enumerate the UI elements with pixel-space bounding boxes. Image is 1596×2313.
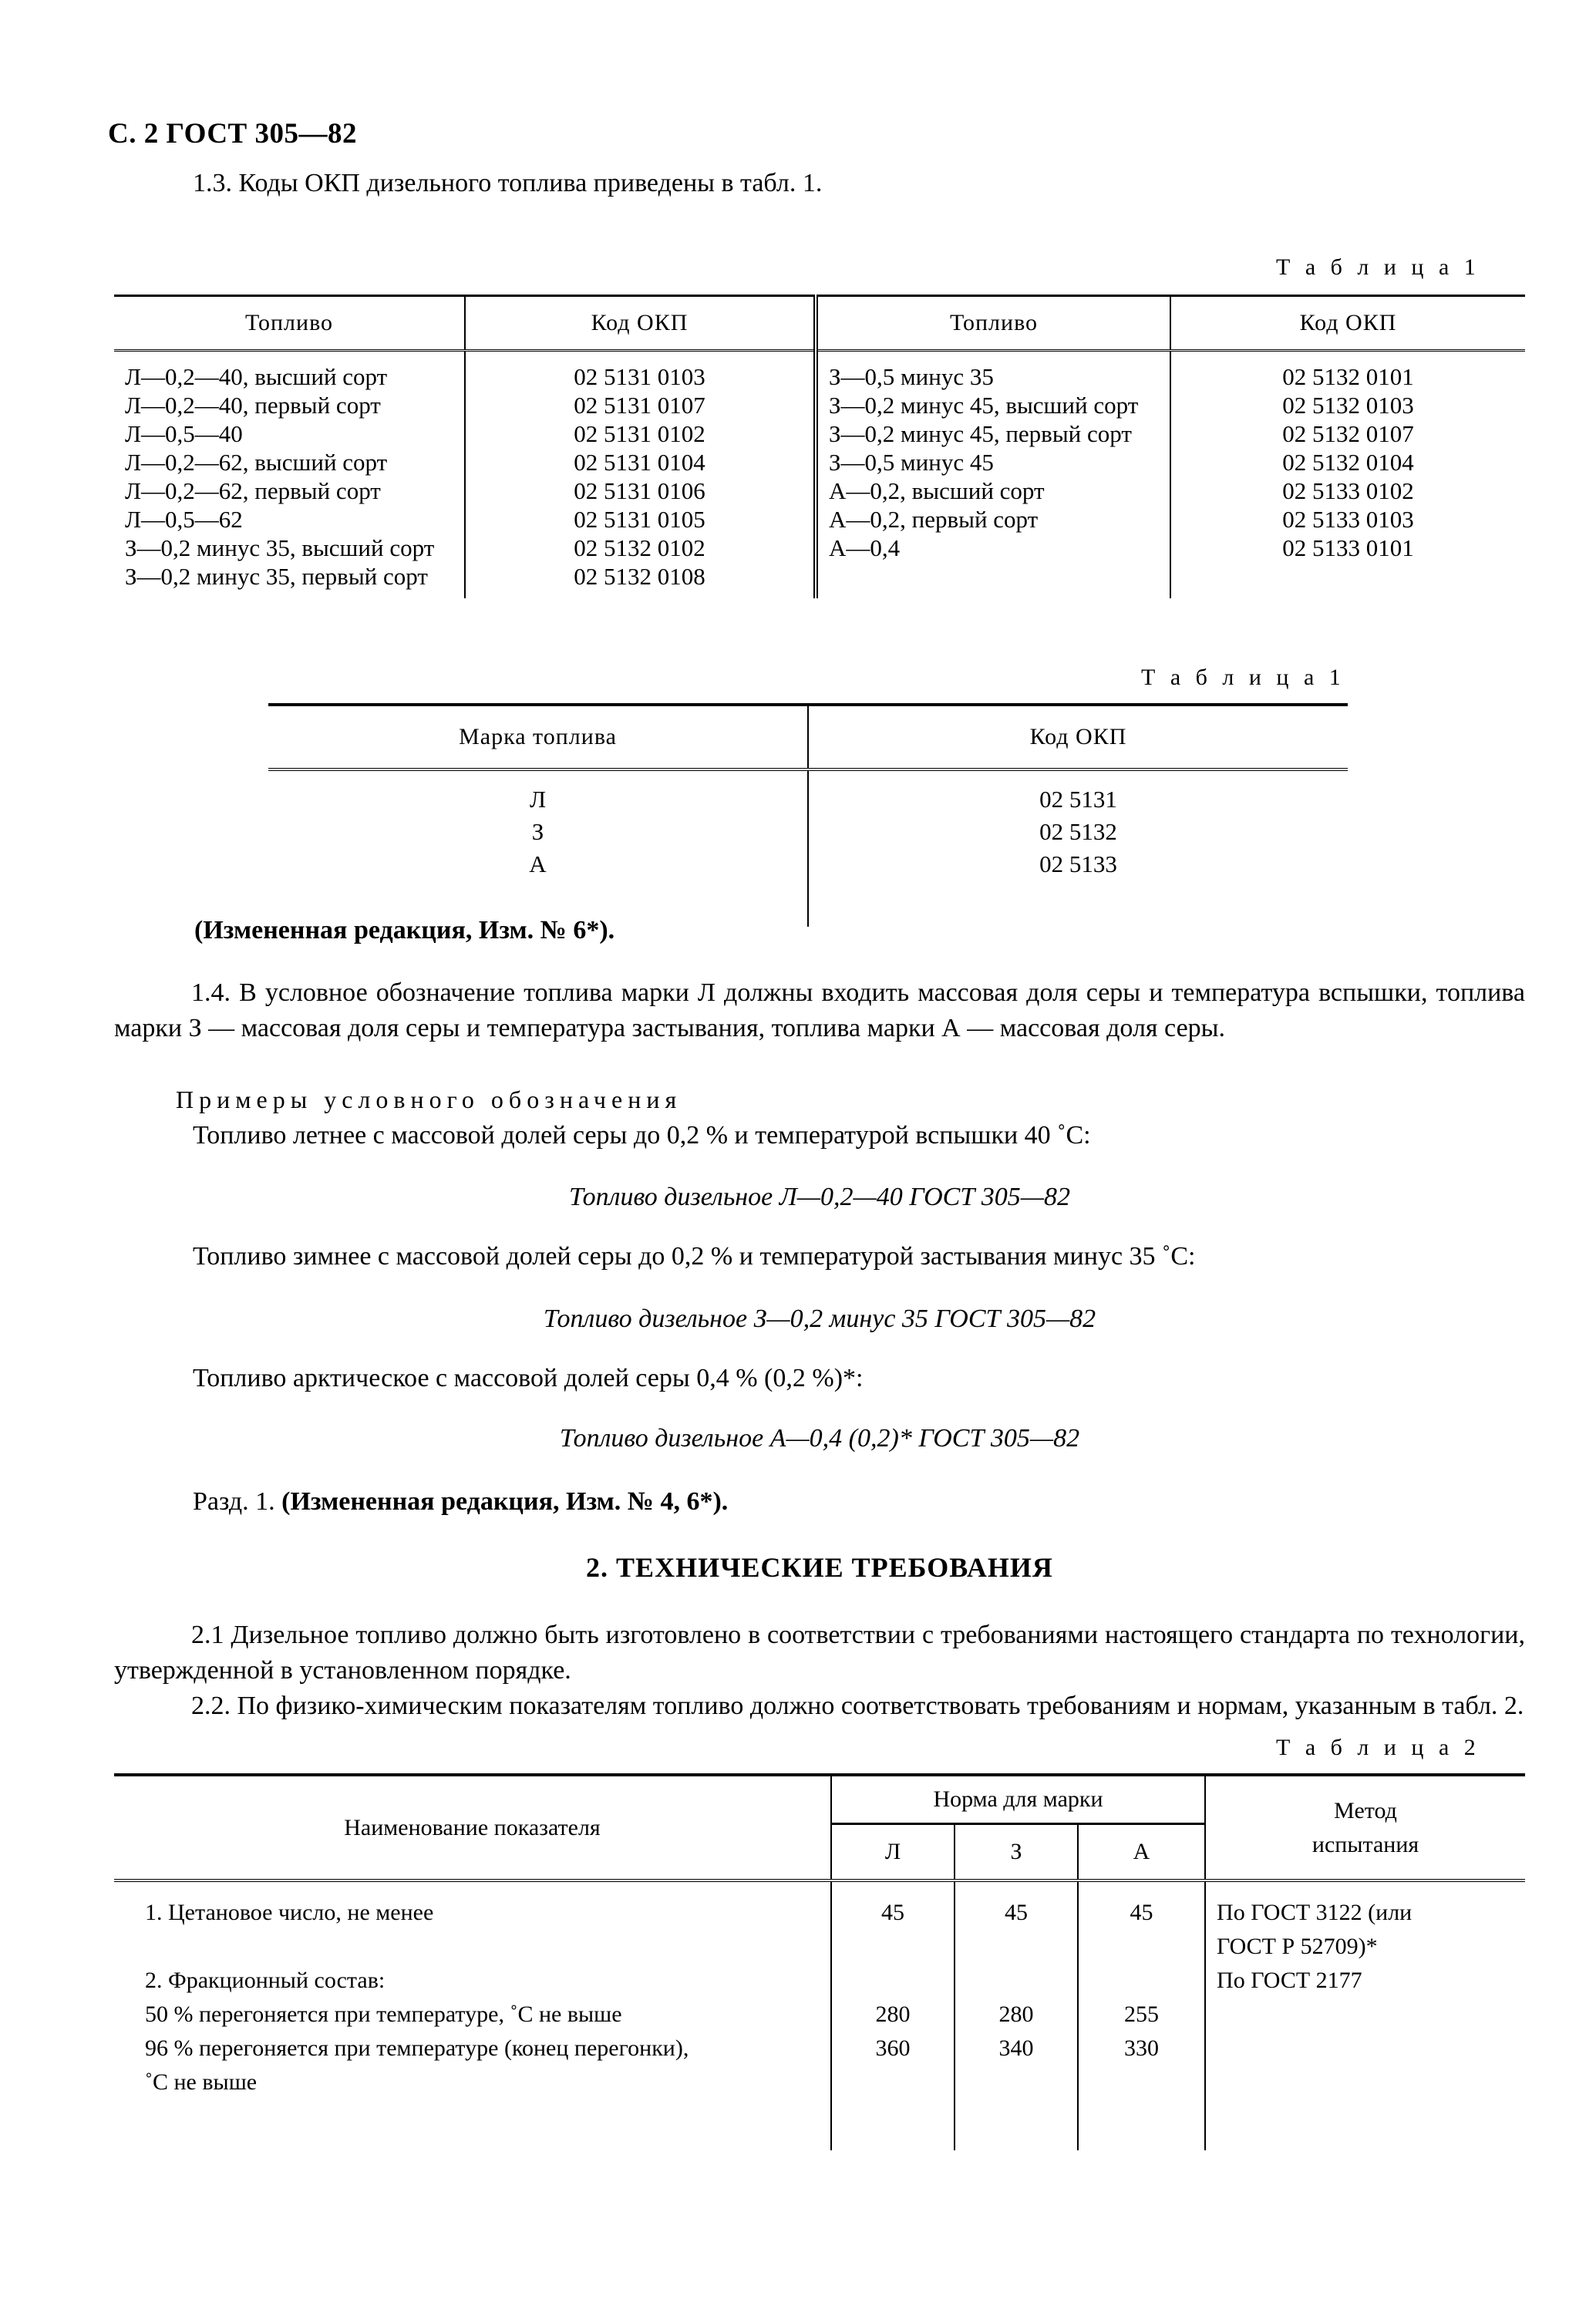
- table1-header-fuel-right: Топливо: [816, 296, 1170, 351]
- example-2-description: Топливо зимнее с массовой долей серы до 0,2 % и температурой застывания минус 35 ˚С:: [193, 1242, 1196, 1271]
- list-item: А: [529, 850, 547, 877]
- table1b-header-code: Код ОКП: [808, 705, 1348, 769]
- list-item: Л—0,5—40: [125, 420, 243, 447]
- section-2-heading: 2. ТЕХНИЧЕСКИЕ ТРЕБОВАНИЯ: [586, 1552, 1053, 1583]
- list-item: По ГОСТ 2177: [1217, 1968, 1362, 1993]
- list-item: 02 5132 0104: [1282, 449, 1414, 476]
- list-item: 02 5131 0107: [574, 392, 705, 419]
- list-item: З—0,2 минус 35, высший сорт: [125, 534, 435, 561]
- table1-fuel-left-cell: [114, 351, 465, 599]
- table2-header-norm-for-mark: Норма для марки: [831, 1775, 1205, 1824]
- list-item: ˚С не выше: [145, 2069, 258, 2095]
- table2-header-method-line1: Метод: [1334, 1797, 1397, 1823]
- list-item: 02 5132 0102: [574, 534, 705, 561]
- paragraph-1-4: 1.4. В условное обозначение топлива марки Л должны входить массовая доля серы и температура вспышки, топлива марки З — массовая доля серы и температура застывания, топлива марки А — массовая доля серы.: [114, 978, 1525, 1042]
- list-item: По ГОСТ 3122 (или: [1217, 1900, 1412, 1925]
- list-item: 96 % перегоняется при температуре (конец перегонки),: [145, 2035, 689, 2061]
- table2-value-a-cell: [1078, 1880, 1205, 2150]
- list-item: 45: [881, 1900, 904, 1925]
- list-item: Л—0,2—40, первый сорт: [125, 392, 381, 419]
- list-item: З—0,2 минус 45, высший сорт: [829, 392, 1139, 419]
- list-item: Л: [529, 786, 547, 813]
- table1-header-code-right: Код ОКП: [1170, 296, 1525, 351]
- list-item: 1. Цетановое число, не менее: [145, 1900, 434, 1925]
- example-1-designation: Топливо дизельное Л—0,2—40 ГОСТ 305—82: [568, 1183, 1071, 1211]
- list-item: 02 5132 0107: [1282, 420, 1414, 447]
- paragraph-1-3: 1.3. Коды ОКП дизельного топлива приведены в табл. 1.: [193, 169, 823, 197]
- amendment-note-1: (Измененная редакция, Изм. № 6*).: [194, 916, 615, 944]
- table2-value-l-cell: [831, 1880, 955, 2150]
- list-item: З—0,2 минус 45, первый сорт: [829, 420, 1132, 447]
- list-item: З: [531, 818, 544, 845]
- table1-header-fuel-left: Топливо: [114, 296, 465, 351]
- table2-header-mark-l: Л: [831, 1824, 955, 1881]
- table2-header-test-method: [1205, 1775, 1525, 1880]
- section-1-amendment-text: (Измененная редакция, Изм. № 4, 6*).: [281, 1487, 729, 1516]
- table-row: [114, 351, 1525, 599]
- table-okp-codes: [114, 295, 1525, 598]
- table2-caption: Т а б л и ц а 2: [1276, 1735, 1480, 1760]
- paragraph-2-2: 2.2. По физико-химическим показателям топливо должно соответствовать требованиям и нормам, указанным в табл. 2.: [191, 1692, 1524, 1720]
- list-item: З—0,5 минус 35: [829, 363, 994, 390]
- list-item: 02 5133 0102: [1282, 477, 1414, 504]
- list-item: А—0,2, первый сорт: [829, 506, 1039, 533]
- list-item: 02 5133: [1039, 850, 1117, 877]
- list-item: 340: [998, 2035, 1034, 2061]
- table1-fuel-right-cell: [816, 351, 1170, 599]
- table-technical-requirements: [114, 1773, 1525, 2150]
- list-item: 330: [1124, 2035, 1160, 2061]
- example-1-description: Топливо летнее с массовой долей серы до 0,2 % и температурой вспышки 40 ˚С:: [193, 1121, 1091, 1150]
- section-1-prefix: Разд. 1.: [193, 1487, 282, 1516]
- table1-code-left-cell: [465, 351, 816, 599]
- list-item: А—0,4: [829, 534, 901, 561]
- list-item: 280: [875, 2002, 911, 2027]
- table2-indicator-cell: [114, 1880, 831, 2150]
- list-item: Л—0,5—62: [125, 506, 243, 533]
- table-row: [114, 1880, 1525, 2150]
- example-3-description: Топливо арктическое с массовой долей серы 0,4 % (0,2 %)*:: [193, 1364, 864, 1392]
- table2-header-indicator-name: Наименование показателя: [114, 1775, 831, 1880]
- list-item: 45: [1005, 1900, 1028, 1925]
- list-item: 02 5132 0101: [1282, 363, 1414, 390]
- section-1-amendment: [193, 1484, 1527, 1520]
- examples-heading: Примеры условного обозначения: [176, 1086, 682, 1113]
- list-item: 02 5131 0102: [574, 420, 705, 447]
- list-item: 50 % перегоняется при температуре, ˚С не выше: [145, 2002, 622, 2027]
- list-item: 02 5131 0106: [574, 477, 705, 504]
- table1-header-code-left: Код ОКП: [465, 296, 816, 351]
- table1-code-right-cell: [1170, 351, 1525, 599]
- list-item: 02 5131 0104: [574, 449, 705, 476]
- table2-header-method-line2: испытания: [1311, 1831, 1419, 1857]
- table1-caption: Т а б л и ц а 1: [1276, 254, 1480, 280]
- table2-value-z-cell: [955, 1880, 1078, 2150]
- table-fuel-mark-codes: [268, 703, 1348, 927]
- list-item: 02 5132 0103: [1282, 392, 1414, 419]
- table1b-header-mark: Марка топлива: [268, 705, 808, 769]
- list-item: 255: [1124, 2002, 1160, 2027]
- list-item: 2. Фракционный состав:: [145, 1968, 386, 1993]
- list-item: 02 5132 0108: [574, 563, 705, 590]
- table2-method-cell: [1205, 1880, 1525, 2150]
- example-2-designation: Топливо дизельное З—0,2 минус 35 ГОСТ 305—82: [543, 1305, 1096, 1333]
- list-item: 02 5133 0101: [1282, 534, 1414, 561]
- list-item: З—0,5 минус 45: [829, 449, 994, 476]
- list-item: 02 5133 0103: [1282, 506, 1414, 533]
- table1b-code-cell: [808, 769, 1348, 927]
- table-row: [268, 769, 1348, 927]
- list-item: 280: [998, 2002, 1034, 2027]
- table1b-mark-cell: [268, 769, 808, 927]
- list-item: 360: [875, 2035, 911, 2061]
- list-item: 45: [1130, 1900, 1153, 1925]
- list-item: 02 5131: [1039, 786, 1117, 813]
- list-item: Л—0,2—62, первый сорт: [125, 477, 381, 504]
- table2-header-mark-z: З: [955, 1824, 1078, 1881]
- table2-header-mark-a: А: [1078, 1824, 1205, 1881]
- list-item: З—0,2 минус 35, первый сорт: [125, 563, 428, 590]
- list-item: Л—0,2—62, высший сорт: [125, 449, 388, 476]
- list-item: А—0,2, высший сорт: [829, 477, 1045, 504]
- list-item: 02 5132: [1039, 818, 1117, 845]
- list-item: 02 5131 0105: [574, 506, 705, 533]
- table1b-caption: Т а б л и ц а 1: [1141, 665, 1345, 690]
- page-header: С. 2 ГОСТ 305—82: [108, 118, 357, 150]
- list-item: ГОСТ Р 52709)*: [1217, 1934, 1378, 1959]
- list-item: 02 5131 0103: [574, 363, 705, 390]
- example-3-designation: Топливо дизельное А—0,4 (0,2)* ГОСТ 305—82: [559, 1424, 1080, 1453]
- paragraph-2-1: 2.1 Дизельное топливо должно быть изготовлено в соответствии с требованиями настоящего стандарта по технологии, утвержденной в установленном порядке.: [114, 1621, 1525, 1685]
- list-item: Л—0,2—40, высший сорт: [125, 363, 388, 390]
